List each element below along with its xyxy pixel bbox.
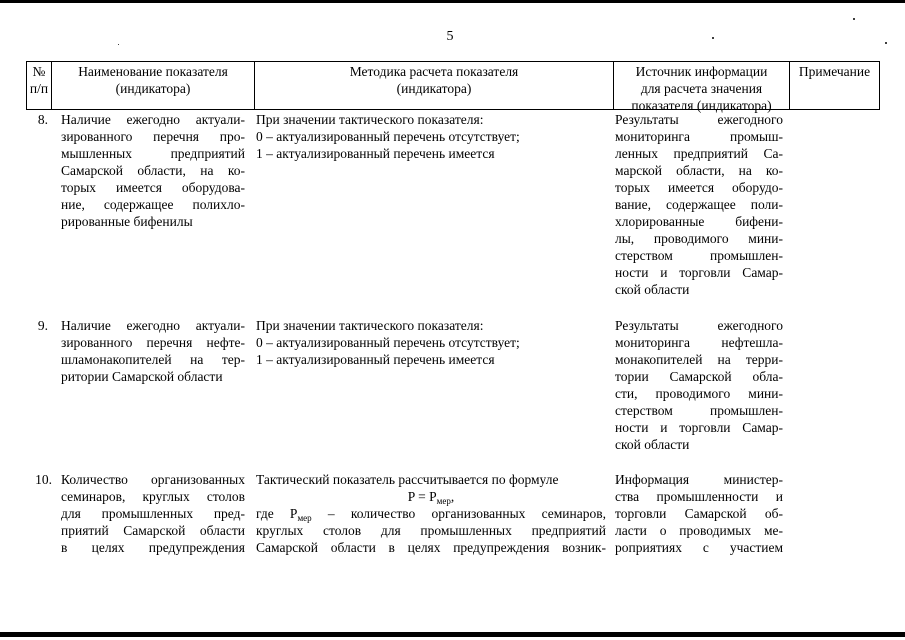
bottom-scan-border [0,632,905,637]
table-header [26,61,880,113]
scan-speck [885,42,887,44]
row-10-name: Количество организованных семинаров, круглых столов для промышленных пред- приятий Самарской области в целях предупреждения [61,472,245,555]
row-10-source: Информация министер- ства промышленности и торговли Самарской об- ласти о проводимых ме- роприятиях с участием [615,472,783,555]
row-8-source: Результаты ежегодного мониторинга промыш- ленных предприятий Са- марской области, на ко- торых имеется оборудо- вание, содержащее поли- хлорированные бифени- лы, проводимого мини- стерством промышлен- ности и торговли Самар- ской области [615,112,783,297]
header-name: Наименование показателя (индикатора) [78,64,228,96]
scan-speck [853,18,855,20]
row-8-number: 8. [37,112,48,127]
row-8-name: Наличие ежегодно актуали- зированного перечня про- мышленных предприятий Самарской области, на ко- торых имеется оборудова- ние, содержащее полихло- рированные бифенилы [61,112,245,229]
row-9-source: Результаты ежегодного мониторинга нефтешла- монакопителей на терри- тории Самарской обла- сти, проводимого мини- стерством промышлен- ности и торговли Самар- ской области [615,318,783,452]
page-number: 5 [446,29,454,44]
row-9-method: При значении тактического показателя: 0 – актуализированный перечень отсутствует; 1 – актуализированный перечень имеется [256,318,520,367]
scan-speck [118,44,119,45]
row-10-method: Тактический показатель рассчитывается по формуле $P = P_{мер}$, где $P_{мер}$ – количество организованных семинаров, круглых столов для промышленных предприятий Самарской области в целях предупреждения возник- [256,472,607,555]
header-note: Примечание [798,64,871,79]
row-10-number: 10. [35,472,52,487]
header-num: № п/п [29,64,49,96]
header-source: Источник информации для расчета значения показателя (индикатора) [631,64,772,113]
row-9-number: 9. [37,318,48,333]
scan-speck [712,37,714,39]
top-scan-border [0,0,905,3]
row-9-name: Наличие ежегодно актуали- зированного перечня нефте- шламонакопителей на тер- ритории Самарской области [61,318,245,384]
header-method: Методика расчета показателя (индикатора) [349,64,519,96]
formula: $P = P_{мер}$, [407,489,455,506]
row-8-method: При значении тактического показателя: 0 – актуализированный перечень отсутствует; 1 – актуализированный перечень имеется [256,112,520,161]
